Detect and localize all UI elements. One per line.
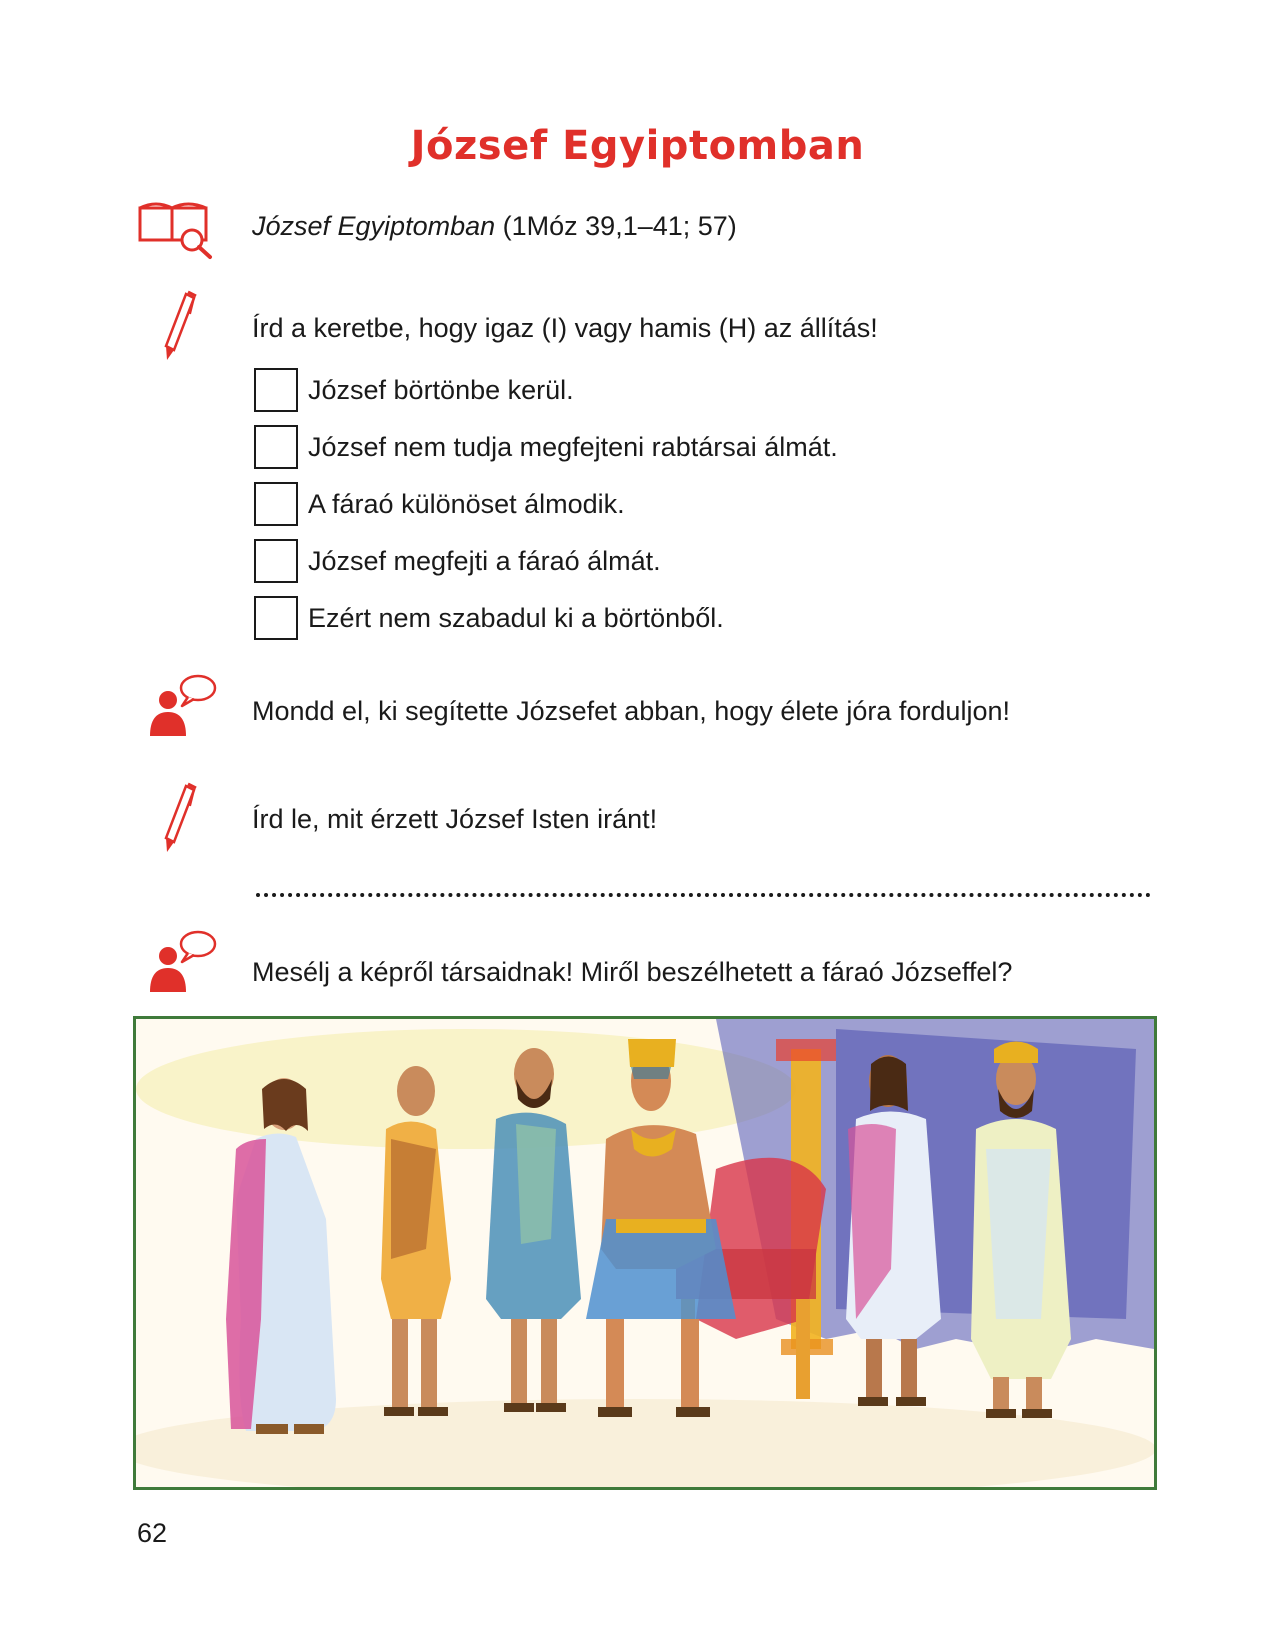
- illustration-frame: [133, 1016, 1157, 1490]
- statement-row: [254, 480, 625, 528]
- true-false-answer-box[interactable]: [254, 482, 298, 526]
- speaking-person-icon: [144, 928, 218, 994]
- page-number: 62: [137, 1518, 168, 1548]
- true-false-answer-box[interactable]: [254, 425, 298, 469]
- statement-text: József megfejti a fáraó álmát.: [308, 545, 661, 576]
- joseph-before-pharaoh-illustration: [136, 1019, 1154, 1487]
- answer-writing-line[interactable]: [256, 893, 1151, 897]
- statement-row: [254, 423, 838, 471]
- reference-passage: (1Móz 39,1–41; 57): [495, 211, 737, 241]
- pen-icon: [160, 290, 200, 364]
- true-false-answer-box[interactable]: [254, 368, 298, 412]
- true-false-answer-box[interactable]: [254, 539, 298, 583]
- statement-text: József nem tudja megfejteni rabtársai álmát.: [308, 431, 838, 462]
- pen-icon: [160, 782, 200, 856]
- open-book-magnifier-icon: [136, 196, 218, 260]
- reference-title: József Egyiptomban: [252, 211, 496, 241]
- bible-reference: [252, 210, 737, 242]
- task1-instruction: Írd a keretbe, hogy igaz (I) vagy hamis (H) az állítás!: [252, 313, 878, 343]
- task3-instruction: Írd le, mit érzett József Isten iránt!: [252, 804, 658, 834]
- speaking-person-icon: [144, 672, 218, 738]
- statement-text: József börtönbe kerül.: [308, 374, 574, 405]
- task4-instruction: Mesélj a képről társaidnak! Miről beszélhetett a fáraó Józseffel?: [252, 957, 1013, 987]
- statement-row: [254, 366, 574, 414]
- statement-row: [254, 537, 661, 585]
- statement-text: Ezért nem szabadul ki a börtönből.: [308, 602, 724, 633]
- page-title: József Egyiptomban: [410, 122, 865, 169]
- statement-row: [254, 594, 724, 642]
- true-false-answer-box[interactable]: [254, 596, 298, 640]
- task2-instruction: Mondd el, ki segítette Józsefet abban, hogy élete jóra forduljon!: [252, 696, 1010, 726]
- statement-text: A fáraó különöset álmodik.: [308, 488, 625, 519]
